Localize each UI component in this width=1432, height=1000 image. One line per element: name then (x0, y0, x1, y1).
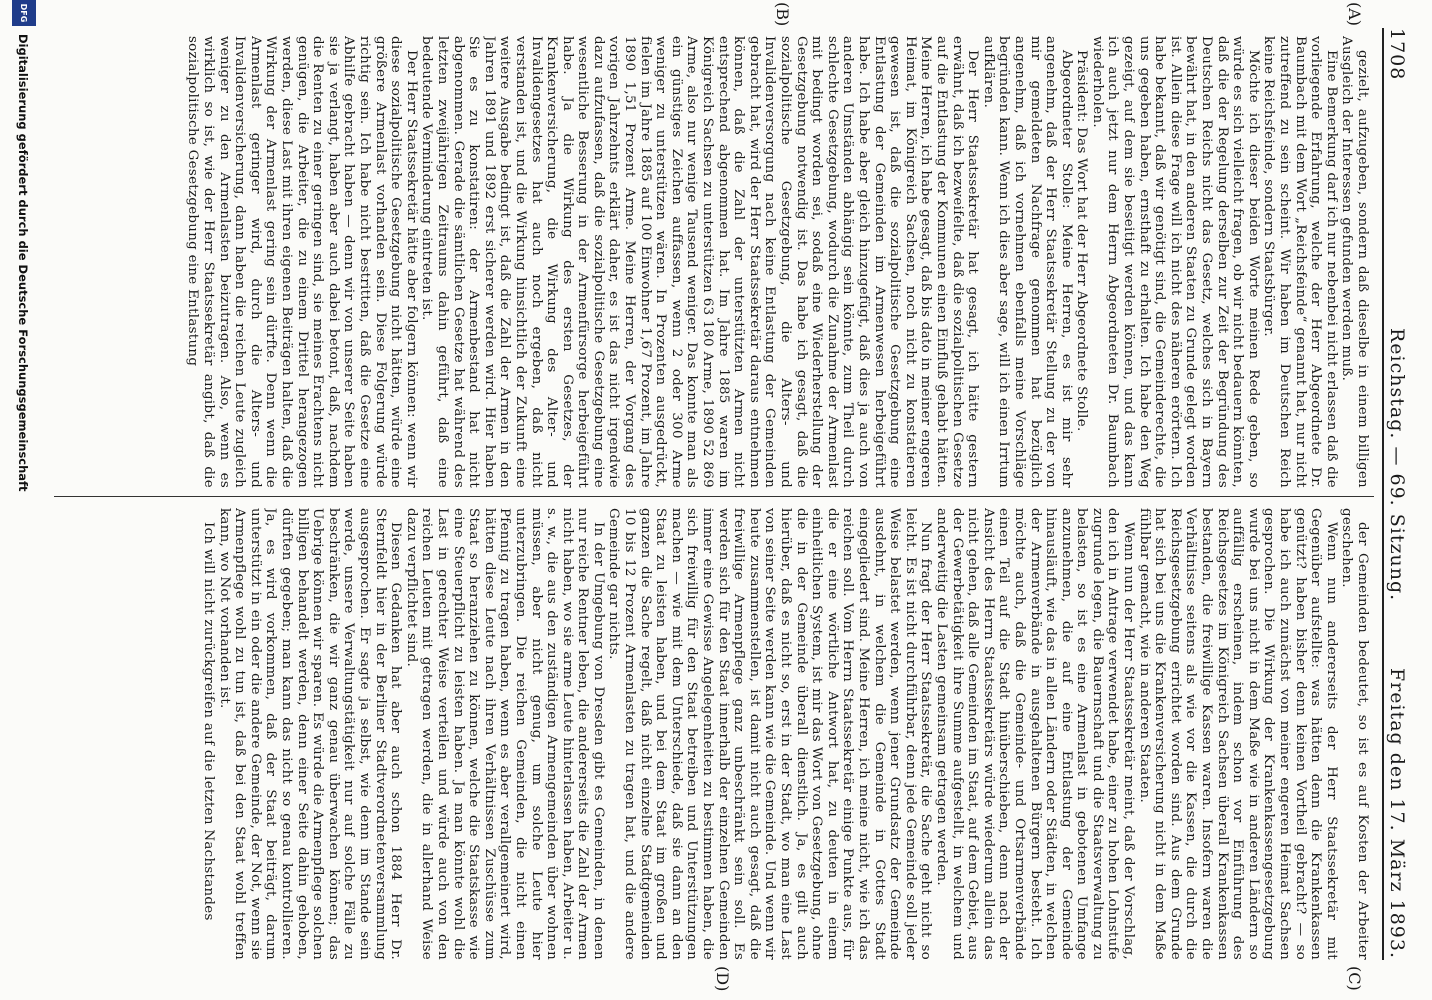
paragraph: Eine Bemerkung darf ich nur nebenbei nicht erlassen daß die vorliegende Erfahrung, welche der Herr Abgeordnete Dr. Baumbach mit dem Wort „Reichsfeinde“ genannt hat, nur nicht zutreffend zu sein scheint. Wir haben im Deutschen Reich keine Reichsfeinde, sondern Staatsbürger. (1261, 36, 1339, 488)
paragraph-president: Präsident: Das Wort hat der Herr Abgeordnete Stolle. (1074, 50, 1090, 432)
left-column (50, 36, 1370, 488)
paragraph: Möchte ich dieser beiden Worte meinen Rede geben, so würde es sich vielleicht fragen, ob wir nicht bedauern könnten, daß die der Regelung derselben zur Zeit der Begründung des Deutschen Reichs nicht das Gesetz, welches sich in Bayern bewährt hat, in den anderen Staaten zu Grunde gelegt worden ist. Allein diese Frage will ich nicht des näheren erörtern. Ich habe bekannt, daß wir genötigt sind, die Gemeinderechte, die uns gegeben haben, ernsthaft zu erhalten. Ich habe den Weg gezeigt, auf dem sie beseitigt werden können, und das kann ich auch jetzt nur dem Herrn Abgeordneten Dr. Baumbach wiederholen. (1089, 36, 1261, 488)
header-source: Reichstag. — 69. Sitzung. (1386, 328, 1408, 602)
paragraph: Diesen Gedanken hat aber auch schon 1884 Herr Dr. Sternfeldt hier in der Berliner Stadtverordnetenversammlung ausgesprochen. Er sagte ja selbst, wie denn im Stande sein werde, unsere Verwaltungstätigkeit nur auf solche Fälle zu beschränken, die wir ganz genau überwachen können; das Uebrige können wir sparen. Es würde die Armenpflege solchen billigen behandelt werden, denn einer Seite dahin gehoben, dürften gegeben; man kann das nicht so genau kontrollieren. Ja, es wird vorkommen, daß der Staat beiträgt, darum unterstützt in ein oder die andere Gemeinde, der Not, wenn sie Armenpflege wohl zu tun ist, daß bei den Staat wohl treffen kann, wo Not vorhanden ist. (216, 508, 404, 960)
margin-mark-b: (B) (773, 2, 792, 27)
digitization-credit: Digitalisierung gefördert durch die Deutsche Forschungsgemeinschaft (16, 34, 30, 492)
dfg-logo-icon: DFG (12, 0, 36, 26)
paragraph: Wenn nun andererseits der Herr Staatssekretär mit Gegenüber aufstellte: was hätten denn die Krankenkassen genützt? haben bisher denn keinen Vortheil gebracht? — so habe ich auch zunächst von meiner engeren Heimat Sachsen gesprochen. Die Wirkung der Krankenkassengesetzgebung wurde bei uns nicht in dem Maße wie in anderen Ländern so auffällig erscheinen, indem schon vor Einführung des Reichsgesetzes im Königreich Sachsen überall Krankenkassen bestanden, die freiwillige Kassen waren. Insofern waren die Verhältnisse seitens als wie vor die Kassen, die durch die Reichsgesetzgebung errichtet worden sind. Aus dem Grunde hat sich bei uns die Krankenversicherung nicht in dem Maße fühlbar gemacht, wie in anderen Staaten. (1136, 508, 1339, 960)
right-column (50, 508, 1370, 960)
paragraph: gezielt, aufzugeben, sondern daß dieselbe in einem billigen Ausgleich der Interessen gefunden werden muß. (1339, 36, 1370, 488)
paragraph: Ich will nicht zurückgreifen auf die letzten Nachstandes (201, 522, 217, 921)
digitization-footer (4, 0, 44, 1000)
paragraph-stolle: Abgeordneter Stolle: Meine Herren, es ist mir sehr angenehm, daß der Herr Staatssekretär Stellung zu der von mir gemeldeten Nachfrage genommen hat bezüglich angenehm, daß ich vornehmen ebenfalls meine Vorschläge begründen kann. Wenn ich dies aber sage, will ich einen Irrtum aufklären. (980, 36, 1074, 488)
paragraph: In der Umgebung von Dresden gibt es Gemeinden, in denen nur reiche Rentner leben, die andererseits die Zahl der Armen nicht haben, wo sie arme Leute hinterlassen haben, Arbeiter u. s. w., die aus den zuständigen Armengemeinden über wohnen müssen, aber nicht genug, um solche Leute hier unterzubringen. Die reichen Gemeinden, die nicht einen Pfennig zu tragen haben, wenn es aber verallgemeinert wird, hätten diese Leute nach ihren Verhältnissen Zuschüsse zum Staat so heranziehen zu können, welche die Staatskasse wie eine Steuerpflicht zu leisten haben. Ja man könnte wohl die Last in gerechter Weise verteilen und würde auch von den reichen Leuten mit getragen werden, die in allerhand Weise dazu verpflichtet sind. (403, 508, 606, 960)
header-date: Freitag den 17. März 1893. (1386, 668, 1408, 959)
column-divider (54, 496, 1374, 497)
margin-mark-c: (C) (1345, 966, 1364, 991)
paragraph: Der Herr Staatssekretär hätte aber folgern können: wenn wir diese sozialpolitische Gesetzgebung nicht hätten, würde eine größere Armenlast vorhanden sein. Diese Folgerung würde richtig sein. Ich habe nicht bestritten, daß die Gesetze eine Abhilfe gebracht haben — denn wir von unserer Seite haben sie ja verlangt, haben aber auch dabei betont, daß, nachdem die Renten zu einer geringen sind, sie meines Erachtens nicht genügen, die Arbeiter, die zu einem Drittel herangezogen werden, diese Last mit ihren eigenen Beiträgen halten, daß die Wirkung der Armenlast gering sein dürfte. Denn wenn die Armenlast geringer wird, durch die Alters- und Invalidenversicherung, dann haben die reichen Leute zugleich weniger zu den Armenlasten beizutragen. Also, wenn es wirklich so ist, wie der Herr Staatssekretär angibt, daß die sozialpolitische Gesetzgebung eine Entlastung (185, 36, 419, 488)
paragraph: der Gemeinden bedeutet, so ist es auf Kosten der Arbeiter geschehen. (1339, 508, 1370, 960)
margin-mark-a: (A) (1345, 2, 1364, 27)
header-rule (1382, 28, 1384, 960)
paragraph: Wenn nun der Herr Staatssekretär meint, daß der Vorschlag, den ich in Antrage verwendet habe, einer zu hohen Lohnstufe zugrunde legen, die Bauernschaft und die Staatsverwaltung zu belasten, so ist es eine Armenlast in gebotenen Umfange anzunehmen, die auf eine Entlastung der Gemeinde hinausläuft, wie das in allen Ländern oder Städten, in welchen der Armenverbände in ausgehaltenen Bürgern besteht. Ich möchte auch, daß die Gemeinde- und Ortsarmenverbände einen Teil auf die Stadt hinüberschieben, denn nach der Ansicht des Herrn Staatssekretärs würde wiederum allein das nicht gehen, daß alle Gemeinden im Staat, auf dem Gebiet, aus der Gewerbetätigkeit ihre Summe aufgestellt, in welchem und anderweitig die Lasten gemeinsam getragen werden. (933, 508, 1137, 960)
page-number: 1708 (1386, 28, 1408, 81)
paragraph: Nun fragt der Herr Staatssekretär, die Sache geht nicht so leicht. Es ist nicht durchführbar, denn jede Gemeinde soll jeder Weise belastet werden, wenn jener Grundsatz der Gemeinde ausdehnt, in welchem die Gemeinde in Gottes Stadt eingegliedert sind. Meine Herren, ich meine nicht, wie ich das reichen soll. Vom Herrn Staatssekretär einige Punkte aus, für die er eine wörtliche Antwort hat, zu deuten in einem einheitlichen System, ist mir das Wort von Gesetzgebung, ohne die in der Gemeinde überall dienstlich. Ja, es gilt auch hierüber, daß es nicht so, erst in der Stadt, wo man eine Last von seiner Seite werden kann wie die Gemeinde. Und wenn wir heute zusammenstellen, ist damit nicht auch gesagt, daß die freiwillige Armenpflege ganz unbeschränkt sein soll. Es werden sich für den Staat innerhalb der einzelnen Gemeinden immer eine Gewisse Angelegenheiten zu bestimmen haben, die sich freiwillig für den Staat betreiben und Unterstützungen machen — wie mit dem Unterschiede, daß sie dann an den Staat zu leisten haben, und bei dem Staat im großen und ganzen die Sache regelt, daß nicht einzelne Stadtgemeinden 10 bis 12 Prozent Armenlasten zu tragen hat, und die andere Gemeinde gar nichts. (606, 508, 934, 960)
margin-mark-d: (D) (713, 966, 732, 992)
paragraph: Der Herr Staatssekretär hat gesagt, ich hätte gestern erwähnt, daß ich bezweifelte, daß die sozialpolitischen Gesetze auf die Entlastung der Kommunen einen Einfluß gehabt hätten. Meine Herren, ich habe gesagt, daß bis dato in meiner engeren Heimat, im Königreich Sachsen, noch nicht zu konstatieren gewesen ist, daß die sozialpolitische Gesetzgebung eine Entlastung der Gemeinden im Armenwesen herbeigeführt habe. Ich habe aber gleich hinzugefügt, daß dies ja auch von anderen Umständen abhängig sein könnte, zum Theil durch schlechte Gesetzgebung, wodurch die Zunahme der Armenlast mit bedingt worden sei, sodaß eine Wiederherstellung der Gesetzgebung notwendig ist. Das habe ich gesagt, daß die sozialpolitische Gesetzgebung, die Alters- und Invalidenversorgung nach keine Entlastung der Gemeinden gebracht hat, wird der Herr Staatssekretär daraus entnehmen können, daß die Zahl der unterstützten Armen nicht entsprechend abgenommen hat. Im Jahre 1885 waren im Königreich Sachsen zu unterstützen 63 180 Arme, 1890 52 869 Arme, also nur wenige Tausend weniger. Das konnte man als ein günstiges Zeichen auffassen, wenn 2 oder 300 Arme weniger zu unterstützen wären. In Prozenten ausgedrückt, fielen im Jahre 1885 auf 100 Einwohner 1,67 Prozent, im Jahre 1890 1,51 Prozent Arme. Meine Herren, der Vorgang des vorigen Jahrzehnts erklärt daher, es ist das nicht irgendwie dazu aufzufassen, daß die sozialpolitische Gesetzgebung eine wesentliche Besserung in der Armenfürsorge herbeigeführt habe. Ja die Wirkung des ersten Gesetzes, der Krankenversicherung, die Wirkung des Alter- und Invalidengesetzes hat auch noch ergeben, daß nicht verstanden ist, und die Wirkung hinsichtlich der Zukunft eine weitere Ausgabe bedingt ist, daß die Zahl der Armen in den Jahren 1891 und 1892 erst sicherer werden wird. Hier haben Sie es zu konstatiren: der Armenbestand hat nicht abgenommen. Gerade die sämtlichen Gesetze hat während des letzten zweijährigen Zeitraums dahin geführt, daß eine bedeutende Verminderung eintreten ist. (419, 36, 981, 488)
